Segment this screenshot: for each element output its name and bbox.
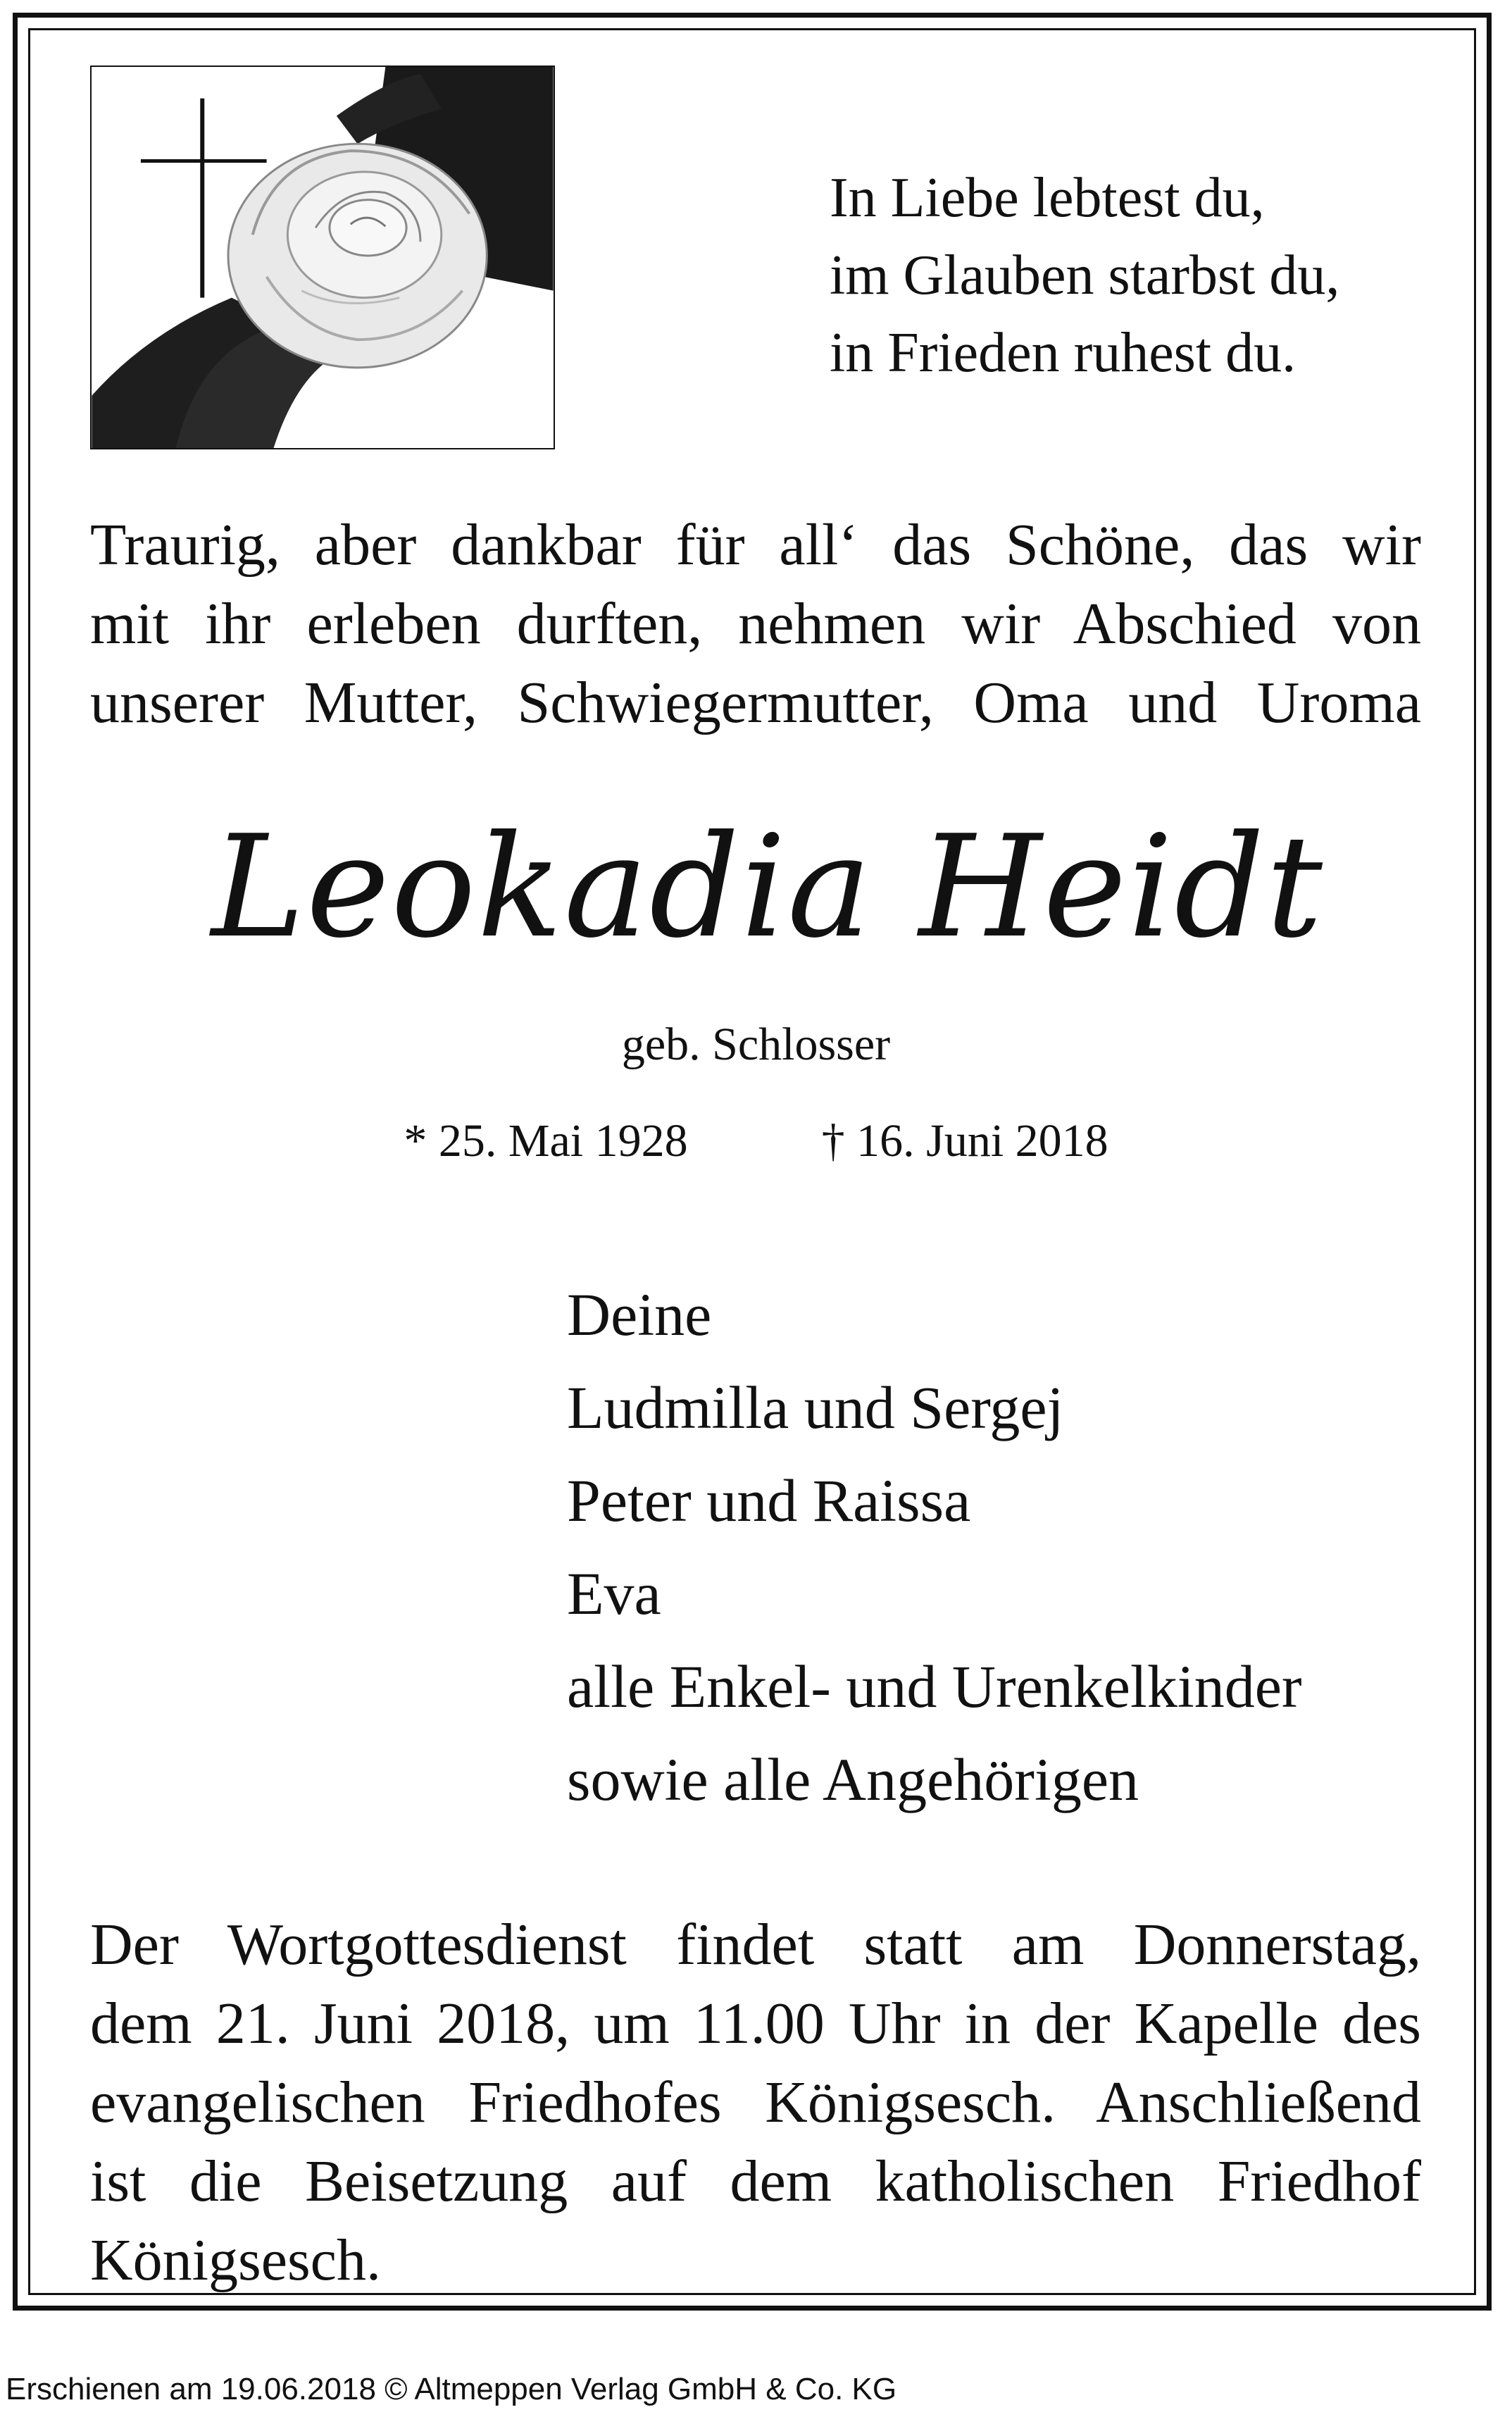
- mourner-line: sowie alle Angehörigen: [567, 1746, 1139, 1813]
- poem-line: in Frieden ruhest du.: [830, 322, 1297, 384]
- poem-line: im Glauben starbst du,: [830, 244, 1340, 306]
- mourner-line: alle Enkel- und Urenkelkinder: [567, 1653, 1302, 1720]
- rose-icon: [228, 144, 487, 368]
- service-info: [90, 1906, 1421, 2300]
- poem-line: In Liebe lebtest du,: [830, 167, 1265, 229]
- intro-text: [90, 506, 1421, 742]
- birth-date: * 25. Mai 1928: [404, 1115, 688, 1167]
- cross-and-rose-image: [90, 66, 555, 449]
- mourners-list: [567, 1268, 1482, 1826]
- service-line: Der Wortgottesdienst findet statt am Donnerstag,: [90, 1912, 1421, 1977]
- poem-block: [830, 159, 1449, 392]
- publication-footer: Erschienen am 19.06.2018 © Altmeppen Verlag GmbH & Co. KG: [6, 2372, 897, 2406]
- mourner-line: Eva: [567, 1560, 661, 1627]
- death-date: † 16. Juni 2018: [821, 1115, 1108, 1167]
- mourner-line: Deine: [567, 1281, 712, 1348]
- life-dates: [0, 1113, 1512, 1169]
- service-line: ist die Beisetzung auf dem katholischen Friedhof: [90, 2149, 1421, 2214]
- mourner-line: Ludmilla und Sergej: [567, 1374, 1064, 1441]
- deceased-name: Leokadia Heidt: [211, 805, 1324, 969]
- service-line: evangelischen Friedhofes Königsesch. Anschließend: [90, 2070, 1421, 2135]
- intro-line: unserer Mutter, Schwiegermutter, Oma und Uroma: [90, 670, 1421, 735]
- service-line: Königsesch.: [90, 2227, 381, 2293]
- service-line: dem 21. Juni 2018, um 11.00 Uhr in der Kapelle des: [90, 1991, 1421, 2056]
- intro-line: mit ihr erleben durften, nehmen wir Abschied von: [90, 591, 1421, 657]
- maiden-name: geb. Schlosser: [621, 1019, 891, 1070]
- intro-line: Traurig, aber dankbar für all‘ das Schöne, das wir: [90, 512, 1421, 578]
- mourner-line: Peter und Raissa: [567, 1467, 971, 1534]
